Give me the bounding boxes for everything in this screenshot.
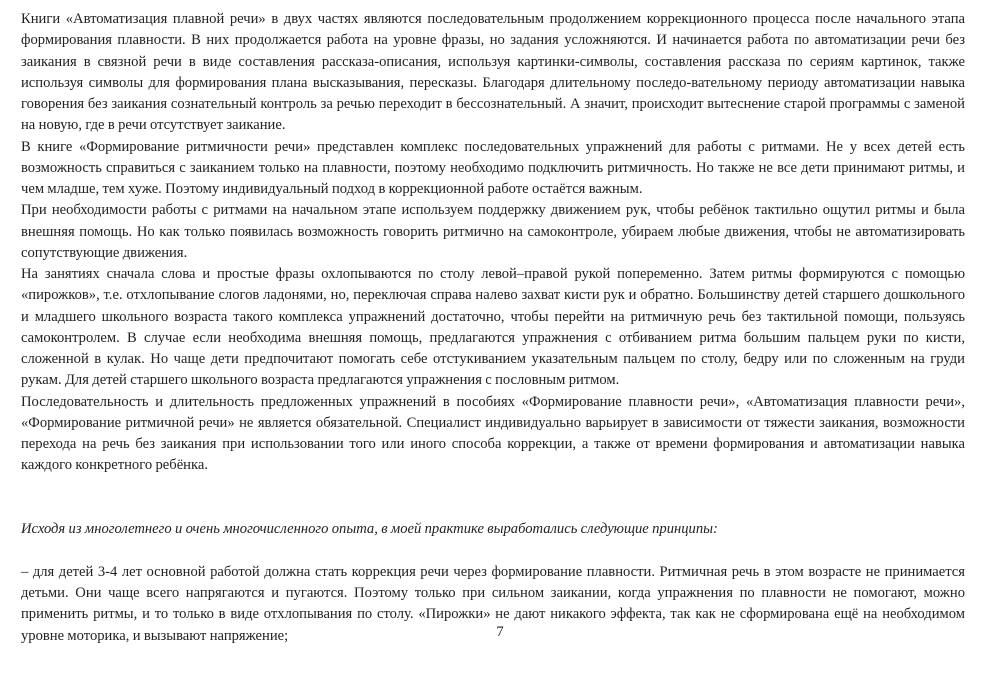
section-gap	[21, 477, 965, 519]
principle-item: – для детей 3-4 лет основной работой должна стать коррекция речи через формирование плавности. Ритмичная речь в этом возрасте не принимается детьми. Они чаще всего напрягаются и пугаются. Поэтому только при сильном заикании, когда упражнения по плавности не помогают, можно применить ритмы, и то только в виде отхлопывания по столу. «Пирожки» не дают никакого эффекта, так как не сформирована ещё на необходимом уровне моторика, и вызывают напряжение;	[21, 563, 965, 644]
paragraph-sequence: Последовательность и длительность предложенных упражнений в пособиях «Формирование плавности речи», «Автоматизация плавности речи», «Формирование ритмичной речи» не является обязательной. Специалист индивидуально варьирует в зависимости от тяжести заикания, возможности перехода на речь без заикания при использовании того или иного способа коррекции, а также от времени формирования и автоматизации навыка каждого конкретного ребёнка.	[21, 393, 965, 474]
paragraph-hand-support: При необходимости работы с ритмами на начальном этапе используем поддержку движением рук, чтобы ребёнок тактильно ощутил ритмы и была внешняя помощь. Но как только появилась возможность говорить ритмично на самоконтроле, убираем любые движения, чтобы не автоматизировать сопутствующие движения.	[21, 202, 965, 261]
paragraph-rhythm-book: В книге «Формирование ритмичности речи» представлен комплекс последовательных упражнений для работы с ритмами. Не у всех детей есть возможность справиться с заиканием только на плавности, поэтому необходимо подключить ритмичность. Но также не все дети принимают ритмы, и чем младше, тем хуже. Поэтому индивидуальный подход в коррекционной работе остаётся важным.	[21, 138, 965, 197]
heading-gap	[21, 540, 965, 562]
document-page	[21, 9, 965, 647]
page-number: 7	[496, 624, 504, 640]
principles-heading: Исходя из многолетнего и очень многочисленного опыта, в моей практике выработались следующие принципы:	[21, 520, 718, 537]
paragraph-automation-books: Книги «Автоматизация плавной речи» в двух частях являются последовательным продолжением коррекционного процесса после начального этапа формирования плавности. В них продолжается работа на уровне фразы, но задания усложняются. И начинается работа по автоматизации речи без заикания в связной речи в виде составления рассказа-описания, используя картинки-символы, составления рассказа по сериям картинок, также используя символы для формирования плана высказывания, пересказы. Благодаря длительному последо-вательному периоду автоматизации навыка говорения без заикания сознательный контроль за речью переходит в бессознательный. А значит, происходит вытеснение старой программы с заменой на новую, где в речи отсутствует заикание.	[21, 11, 965, 134]
paragraph-lessons: На занятиях сначала слова и простые фразы охлопываются по столу левой–правой рукой попеременно. Затем ритмы формируются с помощью «пирожков», т.е. отхлопывание слогов ладонями, но, переключая справа налево захват кисти рук и обратно. Большинству детей старшего дошкольного и младшего школьного возраста такого комплекса упражнений достаточно, чтобы перейти на ритмичную речь без тактильной помощи, пользуясь самоконтролем. В случае если необходима внешняя помощь, предлагаются упражнения с отбиванием ритма большим пальцем руки по кисти, сложенной в кулак. Но чаще дети предпочитают помогать себе отстукиванием указательным пальцем по столу, бедру или по сложенным на груди рукам. Для детей старшего школьного возраста предлагаются упражнения с пословным ритмом.	[21, 266, 965, 389]
